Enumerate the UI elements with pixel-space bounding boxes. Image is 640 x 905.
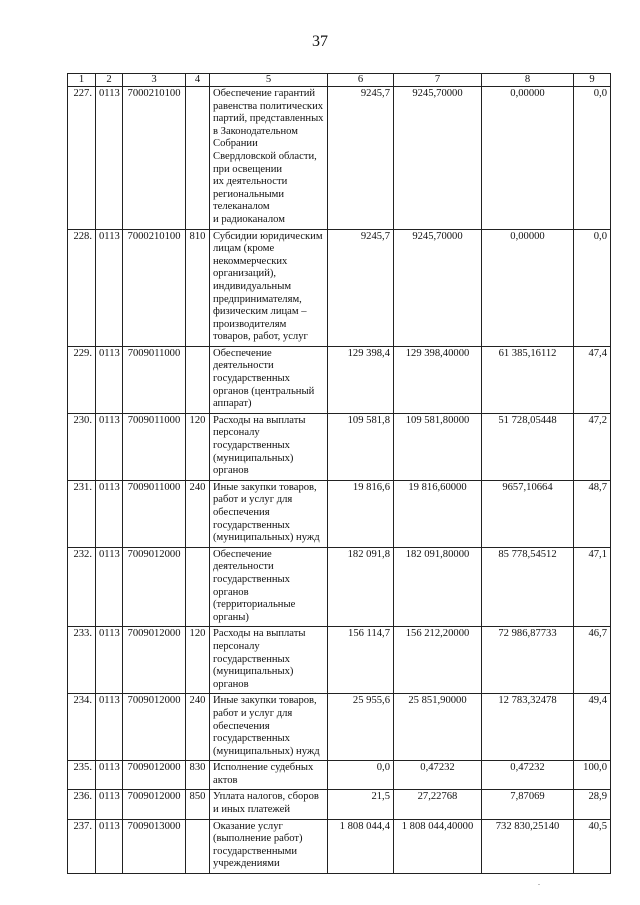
target-code-cell: 7009013000 [123, 819, 186, 873]
expense-kind-cell [186, 87, 210, 230]
item-name-cell: Обеспечение деятельности государственных органов (центральный аппарат) [210, 346, 328, 413]
expense-kind-cell: 810 [186, 229, 210, 346]
section-code-cell: 0113 [96, 413, 123, 480]
refined-amount-cell: 182 091,80000 [394, 547, 482, 627]
target-code-cell: 7000210100 [123, 87, 186, 230]
expense-kind-cell: 850 [186, 790, 210, 819]
executed-amount-cell: 0,47232 [482, 761, 574, 790]
row-number-cell: 232. [68, 547, 96, 627]
section-code-cell: 0113 [96, 480, 123, 547]
plan-amount-cell: 21,5 [328, 790, 394, 819]
row-number-cell: 227. [68, 87, 96, 230]
expense-kind-cell: 240 [186, 480, 210, 547]
item-name-cell: Обеспечение деятельности государственных органов (территориальные органы) [210, 547, 328, 627]
table-row [68, 694, 611, 761]
section-code-cell: 0113 [96, 627, 123, 694]
budget-table [67, 73, 611, 874]
section-code-cell: 0113 [96, 87, 123, 230]
item-name-cell: Иные закупки товаров, работ и услуг для обеспечения государственных (муниципальных) нужд [210, 480, 328, 547]
table-row [68, 627, 611, 694]
executed-amount-cell: 0,00000 [482, 229, 574, 346]
section-code-cell: 0113 [96, 819, 123, 873]
percent-cell: 100,0 [574, 761, 611, 790]
column-header: 2 [96, 74, 123, 87]
plan-amount-cell: 109 581,8 [328, 413, 394, 480]
percent-cell: 46,7 [574, 627, 611, 694]
refined-amount-cell: 1 808 044,40000 [394, 819, 482, 873]
column-header: 8 [482, 74, 574, 87]
executed-amount-cell: 9657,10664 [482, 480, 574, 547]
row-number-cell: 234. [68, 694, 96, 761]
target-code-cell: 7000210100 [123, 229, 186, 346]
target-code-cell: 7009011000 [123, 346, 186, 413]
executed-amount-cell: 0,00000 [482, 87, 574, 230]
target-code-cell: 7009011000 [123, 480, 186, 547]
table-body [68, 87, 611, 874]
executed-amount-cell: 51 728,05448 [482, 413, 574, 480]
row-number-cell: 228. [68, 229, 96, 346]
item-name-cell: Расходы на выплаты персоналу государственных (муниципальных) органов [210, 627, 328, 694]
plan-amount-cell: 1 808 044,4 [328, 819, 394, 873]
row-number-cell: 233. [68, 627, 96, 694]
target-code-cell: 7009012000 [123, 627, 186, 694]
table-row [68, 790, 611, 819]
target-code-cell: 7009012000 [123, 547, 186, 627]
item-name-cell: Исполнение судебных актов [210, 761, 328, 790]
column-header: 4 [186, 74, 210, 87]
item-name-cell: Субсидии юридическим лицам (кроме некоммерческих организаций), индивидуальным предпринимателям, физическим лицам – производителям товаров, работ, услуг [210, 229, 328, 346]
column-header: 9 [574, 74, 611, 87]
row-number-cell: 229. [68, 346, 96, 413]
refined-amount-cell: 9245,70000 [394, 229, 482, 346]
percent-cell: 40,5 [574, 819, 611, 873]
refined-amount-cell: 129 398,40000 [394, 346, 482, 413]
target-code-cell: 7009012000 [123, 761, 186, 790]
table-row [68, 547, 611, 627]
refined-amount-cell: 25 851,90000 [394, 694, 482, 761]
percent-cell: 0,0 [574, 229, 611, 346]
executed-amount-cell: 61 385,16112 [482, 346, 574, 413]
executed-amount-cell: 72 986,87733 [482, 627, 574, 694]
refined-amount-cell: 9245,70000 [394, 87, 482, 230]
section-code-cell: 0113 [96, 694, 123, 761]
column-header: 3 [123, 74, 186, 87]
executed-amount-cell: 85 778,54512 [482, 547, 574, 627]
percent-cell: 28,9 [574, 790, 611, 819]
item-name-cell: Иные закупки товаров, работ и услуг для обеспечения государственных (муниципальных) нужд [210, 694, 328, 761]
expense-kind-cell: 120 [186, 627, 210, 694]
row-number-cell: 230. [68, 413, 96, 480]
expense-kind-cell [186, 819, 210, 873]
row-number-cell: 237. [68, 819, 96, 873]
plan-amount-cell: 9245,7 [328, 87, 394, 230]
table-row [68, 761, 611, 790]
column-header: 1 [68, 74, 96, 87]
percent-cell: 47,1 [574, 547, 611, 627]
item-name-cell: Оказание услуг (выполнение работ) государственными учреждениями [210, 819, 328, 873]
percent-cell: 47,4 [574, 346, 611, 413]
refined-amount-cell: 27,22768 [394, 790, 482, 819]
executed-amount-cell: 732 830,25140 [482, 819, 574, 873]
section-code-cell: 0113 [96, 229, 123, 346]
row-number-cell: 235. [68, 761, 96, 790]
executed-amount-cell: 12 783,32478 [482, 694, 574, 761]
expense-kind-cell: 830 [186, 761, 210, 790]
row-number-cell: 236. [68, 790, 96, 819]
table-row [68, 87, 611, 230]
plan-amount-cell: 129 398,4 [328, 346, 394, 413]
column-header: 6 [328, 74, 394, 87]
scan-mark: . [538, 878, 540, 887]
plan-amount-cell: 182 091,8 [328, 547, 394, 627]
item-name-cell: Уплата налогов, сборов и иных платежей [210, 790, 328, 819]
target-code-cell: 7009012000 [123, 694, 186, 761]
refined-amount-cell: 19 816,60000 [394, 480, 482, 547]
percent-cell: 48,7 [574, 480, 611, 547]
row-number-cell: 231. [68, 480, 96, 547]
target-code-cell: 7009012000 [123, 790, 186, 819]
column-header: 7 [394, 74, 482, 87]
refined-amount-cell: 109 581,80000 [394, 413, 482, 480]
target-code-cell: 7009011000 [123, 413, 186, 480]
section-code-cell: 0113 [96, 346, 123, 413]
expense-kind-cell: 240 [186, 694, 210, 761]
item-name-cell: Обеспечение гарантий равенства политических партий, представленных в Законодательном Собрании Свердловской области, при освещении их деятельности региональными телеканалом и радиоканалом [210, 87, 328, 230]
expense-kind-cell [186, 547, 210, 627]
refined-amount-cell: 0,47232 [394, 761, 482, 790]
percent-cell: 47,2 [574, 413, 611, 480]
expense-kind-cell: 120 [186, 413, 210, 480]
table-row [68, 229, 611, 346]
plan-amount-cell: 9245,7 [328, 229, 394, 346]
section-code-cell: 0113 [96, 790, 123, 819]
refined-amount-cell: 156 212,20000 [394, 627, 482, 694]
page-number: 37 [312, 33, 328, 50]
table-row [68, 480, 611, 547]
plan-amount-cell: 156 114,7 [328, 627, 394, 694]
executed-amount-cell: 7,87069 [482, 790, 574, 819]
percent-cell: 49,4 [574, 694, 611, 761]
column-header: 5 [210, 74, 328, 87]
plan-amount-cell: 19 816,6 [328, 480, 394, 547]
section-code-cell: 0113 [96, 547, 123, 627]
table-row [68, 346, 611, 413]
table-header-row [68, 74, 611, 87]
section-code-cell: 0113 [96, 761, 123, 790]
table-row [68, 413, 611, 480]
table-row [68, 819, 611, 873]
plan-amount-cell: 25 955,6 [328, 694, 394, 761]
item-name-cell: Расходы на выплаты персоналу государственных (муниципальных) органов [210, 413, 328, 480]
percent-cell: 0,0 [574, 87, 611, 230]
expense-kind-cell [186, 346, 210, 413]
plan-amount-cell: 0,0 [328, 761, 394, 790]
